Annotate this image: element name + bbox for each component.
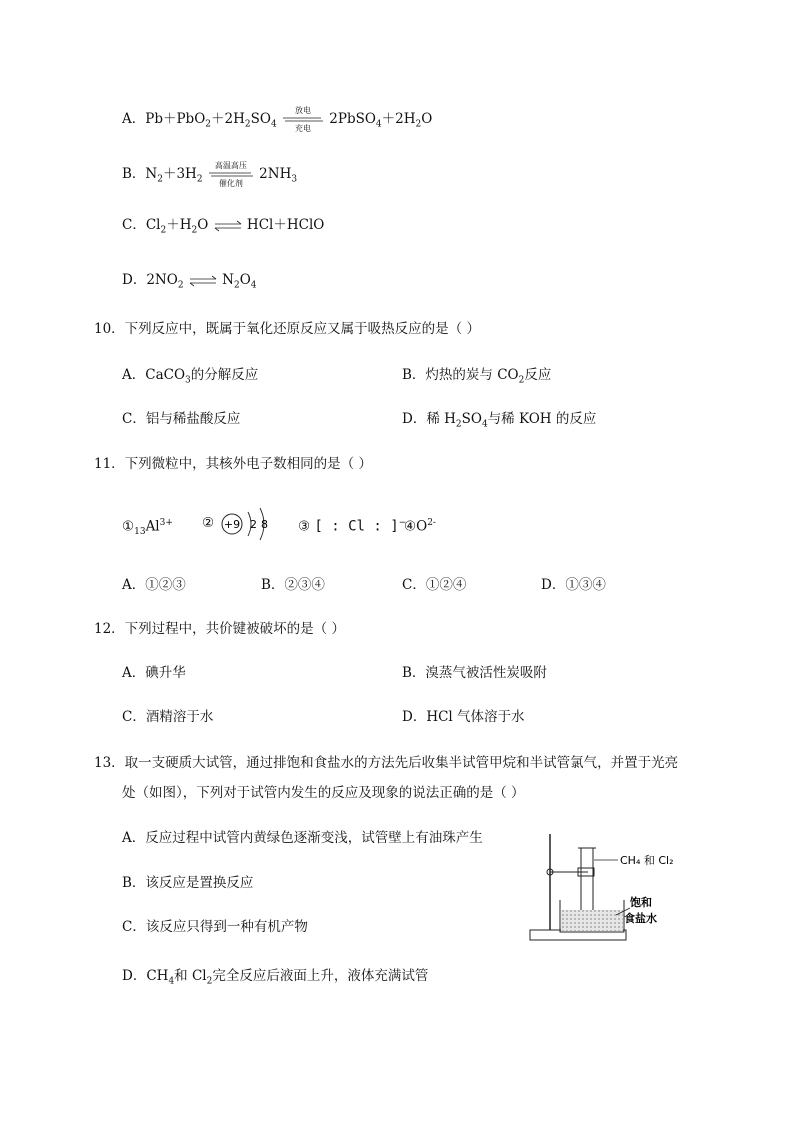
q9-option-a: A．$Pb+PbO_2+2H_2SO_4$ 放电 充电 $2PbSO_4+2H_2O$ xyxy=(122,106,433,133)
q11-option-d: D．①③④ xyxy=(541,577,606,593)
q10-option-d: D．稀 $H_2SO_4$与稀 KOH 的反应 xyxy=(402,411,597,430)
charge: − xyxy=(398,518,407,528)
charge: 2- xyxy=(427,518,436,528)
formula-text: N xyxy=(222,272,234,288)
apparatus-figure xyxy=(526,830,686,950)
reversible-arrow-icon xyxy=(209,171,253,177)
option-text: 反应 xyxy=(524,367,552,383)
option-text: 与稀 KOH 的反应 xyxy=(487,411,597,427)
option-label: B． xyxy=(122,166,146,182)
item-number: ② xyxy=(202,515,215,531)
q12-option-b: B．溴蒸气被活性炭吸附 xyxy=(402,665,547,681)
q9-option-c: C．$Cl_2+H_2O$ HCl＋HClO xyxy=(122,217,325,236)
q10-option-a: A．CaCO$_3$的分解反应 xyxy=(122,367,259,386)
formula-text: ＋3H xyxy=(162,166,197,182)
reaction-condition xyxy=(209,161,253,188)
shell-electrons: 2 xyxy=(250,518,257,531)
option-text: 的分解反应 xyxy=(190,367,259,383)
q9-option-b: B．$N_2+3H_2$ 高温高压 催化剂 $2NH_3$ xyxy=(122,161,298,188)
option-label: A． xyxy=(122,111,146,127)
q10-option-c: C．铝与稀盐酸反应 xyxy=(122,411,241,427)
formula-text: ＋H xyxy=(166,217,192,233)
q13-option-a: A．反应过程中试管内黄绿色逐渐变浅，试管壁上有油珠产生 xyxy=(122,830,483,846)
formula-text: SO xyxy=(250,111,271,127)
atomic-structure-diagram xyxy=(220,506,290,542)
item-number: ① xyxy=(122,518,135,535)
q11-option-b: B．②③④ xyxy=(261,577,325,593)
formula-text: O xyxy=(197,217,209,233)
q11-option-c: C．①②④ xyxy=(402,577,467,593)
formula-text: Pb＋PbO xyxy=(145,111,206,127)
formula-text: Al xyxy=(145,518,160,535)
charge: 3+ xyxy=(159,518,173,528)
formula-text: N xyxy=(145,166,158,182)
formula-text: O xyxy=(421,111,433,127)
reaction-condition xyxy=(283,106,323,133)
q11-option-a: A．①②③ xyxy=(122,577,186,593)
q13-option-b: B．该反应是置换反应 xyxy=(122,875,254,891)
shell-electrons: 8 xyxy=(261,518,268,531)
formula-text: HCl＋HClO xyxy=(246,217,325,233)
condition-top: 高温高压 xyxy=(214,161,247,170)
condition-bottom: 充电 xyxy=(294,124,311,133)
formula-text: 2NO xyxy=(146,272,178,288)
option-text: SO xyxy=(461,411,482,427)
q10-option-b: B．灼热的炭与 $CO_2$反应 xyxy=(402,367,552,386)
option-text: B．灼热的炭与 CO xyxy=(402,367,519,383)
q12-option-c: C．酒精溶于水 xyxy=(122,709,214,725)
nucleus-charge: +9 xyxy=(223,518,241,531)
question-13-stem-line1: 13．取一支硬质大试管，通过排饱和食盐水的方法先后收集半试管甲烷和半试管氯气，并置于光亮 xyxy=(94,755,679,771)
formula-text: ＋2H xyxy=(211,111,245,127)
item-number: ③ xyxy=(298,518,311,535)
formula-text: O xyxy=(239,272,251,288)
formula-text: O xyxy=(416,518,428,535)
condition-bottom: 催化剂 xyxy=(218,179,243,188)
atomic-number: 13 xyxy=(134,527,146,538)
formula-text: 2PbSO xyxy=(329,111,376,127)
q11-item-4 xyxy=(404,513,436,537)
q12-option-d: D．HCl 气体溶于水 xyxy=(402,709,525,725)
q13-option-d: D．$CH_4$和 $Cl_2$完全反应后液面上升，液体充满试管 xyxy=(122,968,429,987)
q11-item-3 xyxy=(298,513,406,537)
item-number: ④ xyxy=(404,518,417,535)
electron-dot-formula: [ : Cl : ] xyxy=(314,518,399,535)
gas-label: CH₄ 和 Cl₂ xyxy=(620,854,674,867)
option-label: C． xyxy=(122,217,146,233)
reversible-arrow-icon xyxy=(188,273,218,289)
option-text: 完全反应后液面上升，液体充满试管 xyxy=(212,968,429,984)
q9-option-d: D．$2NO_2$ $N_2O_4$ xyxy=(122,272,257,291)
question-13-stem-line2: 处（如图），下列对于试管内发生的反应及现象的说法正确的是（ ） xyxy=(122,785,525,801)
question-12-stem: 12．下列过程中，共价键被破坏的是（ ） xyxy=(94,621,345,637)
reversible-arrow-icon xyxy=(213,218,243,234)
option-text: A．CaCO xyxy=(122,367,186,383)
solution-label-line1: 饱和 xyxy=(630,896,652,909)
question-10-stem: 10．下列反应中，既属于氧化还原反应又属于吸热反应的是（ ） xyxy=(94,321,480,337)
solution-label-line2: 食盐水 xyxy=(624,912,657,925)
condition-top: 放电 xyxy=(294,106,311,115)
reversible-arrow-icon xyxy=(283,116,323,122)
formula-text: 2NH xyxy=(259,166,292,182)
formula-text: Cl xyxy=(145,217,161,233)
formula-text: ＋2H xyxy=(381,111,416,127)
q13-option-c: C．该反应只得到一种有机产物 xyxy=(122,919,308,935)
option-text: D．稀 H xyxy=(402,411,456,427)
q11-item-1 xyxy=(122,513,173,542)
option-text: D．CH xyxy=(122,968,169,984)
question-11-stem: 11．下列微粒中，其核外电子数相同的是（ ） xyxy=(94,456,372,472)
option-label: D． xyxy=(122,272,147,288)
option-text: 和 Cl xyxy=(174,968,207,984)
q12-option-a: A．碘升华 xyxy=(122,665,186,681)
